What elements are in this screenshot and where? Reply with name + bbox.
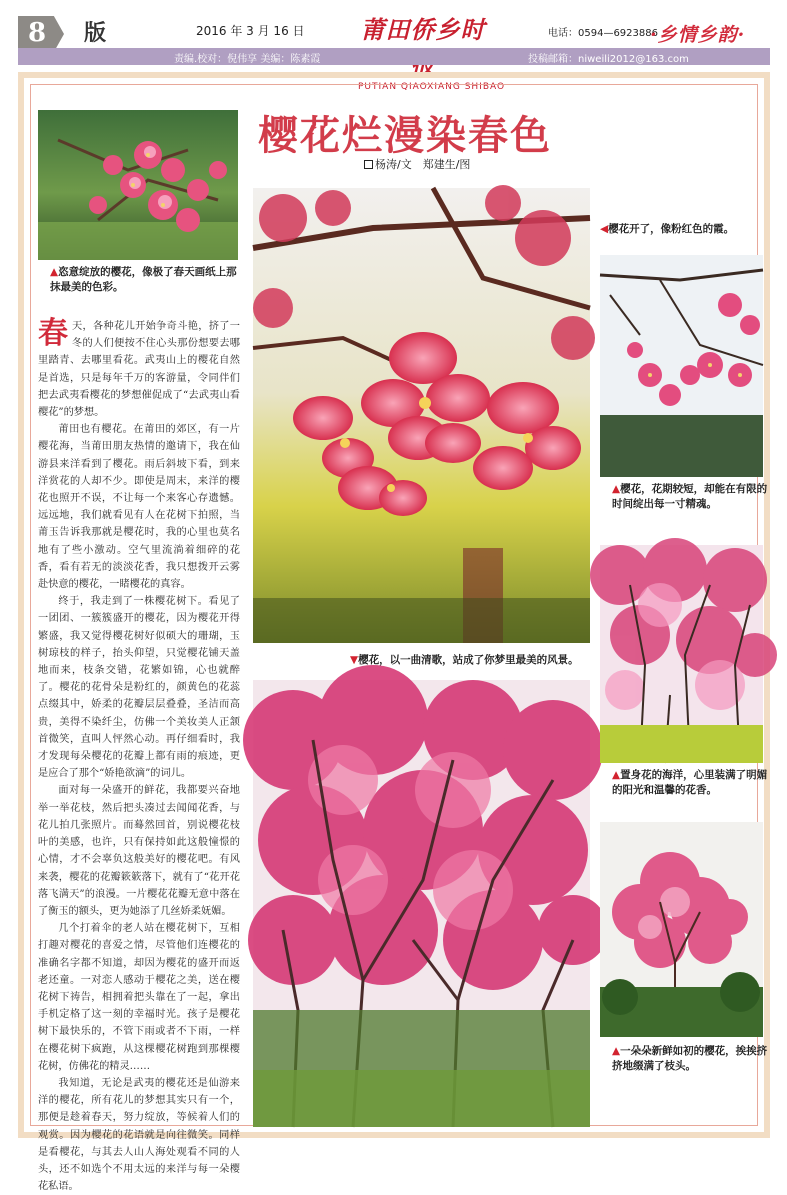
article-paragraph-3: 终于，我走到了一株樱花树下。看见了一团团、一簇簇盛开的樱花，因为樱花开得繁盛，我又觉得樱花树好似硕大的珊瑚，玉树琼枝的样子，抬头仰望，只觉樱花铺天盖地而来，枝条交错，花繁如锦，心也就醉了。樱花的花骨朵是粉红的，颜黄色的花蕊点缀其中，娇柔的花瓣层层叠叠，圣洁而高贵，美得不染纤尘，仿佛一个美妆美人正颔首微笑，直叫人怦然心动。再仔细看时，我才发现每朵樱花的花瓣上都有雨的痕迹，更是应合了那个“娇艳欲滴”的词儿。 [38, 596, 240, 780]
article-body [38, 318, 240, 1195]
article-paragraph-4: 面对每一朵盛开的鲜花，我都要兴奋地举一举花枝，然后把头凑过去闻闻花香，与花儿拍几张照片。而蓦然回首，别说樱花枝叶的美感，也许，只有保持如此这般憧憬的心情，才不会辜负这般美好的樱花吧。有风来袭，樱花的花瓣簌簌落下，就有了“花开花落飞满天”的浪漫。一片樱花花瓣无意中落在了衡玉的额头，更为她添了几丝娇柔妩媚。 [38, 785, 240, 917]
phone-number: 电话：0594—6923886 [548, 28, 658, 39]
blossom-trees-image [253, 680, 590, 1127]
photo-blossom-single-tree-right [600, 822, 763, 1037]
blossom-single-tree-image [600, 822, 763, 1037]
masthead-english: PUTIAN QIAOXIANG SHIBAO [358, 82, 506, 92]
triangle-up-icon: ▲ [612, 1045, 621, 1057]
page-suffix: 版 [84, 20, 107, 46]
triangle-down-icon: ▼ [350, 654, 359, 666]
blossom-grove-image [600, 545, 763, 763]
article-headline: 樱花烂漫染春色 [258, 112, 552, 159]
caption-3-text: 樱花开了，像粉红色的霞。 [608, 223, 735, 235]
blossom-closeup-image [38, 110, 238, 260]
caption-photo-5 [612, 768, 768, 798]
byline-box-icon [364, 160, 373, 169]
caption-1-text: 恣意绽放的樱花，像极了春天画纸上那抹最美的色彩。 [50, 266, 237, 293]
triangle-up-icon: ▲ [612, 483, 621, 495]
photo-blossom-closeup-left [38, 110, 238, 260]
caption-6-text: 一朵朵新鲜如初的樱花，挨挨挤挤地缀满了枝头。 [612, 1045, 768, 1072]
article-byline [364, 156, 470, 172]
article-paragraph-5: 几个打着伞的老人站在樱花树下，互相打趣对樱花的喜爱之情，尽管他们连樱花的准确名字都不知道，却因为樱花的盛开而返老还童。一对恋人感动于樱花之美，送在樱花树下祷告，相拥着把头靠在了一起，拿出手机定格了这一刻的幸福时光。孩子是樱花树下最快乐的，不管下雨或者不下雨，一样在樱花树下疯跑，从这棵樱花树跑到那棵樱花树，仿佛花的精灵…… [38, 923, 240, 1072]
photo-blossom-grove-right [600, 545, 763, 763]
triangle-left-icon: ◀ [600, 223, 609, 235]
photo-blossom-macro-center [253, 188, 590, 643]
triangle-up-icon: ▲ [50, 266, 59, 278]
caption-2-text: 樱花，以一曲清歌，站成了你梦里最美的风景。 [358, 654, 579, 666]
submission-email: 投稿邮箱：niweili2012@163.com [528, 54, 689, 65]
caption-photo-3 [600, 222, 770, 237]
caption-4-text: 樱花，花期较短，却能在有限的时间绽出每一寸精魂。 [612, 483, 768, 510]
caption-photo-4 [612, 482, 768, 512]
article-paragraph-1 [38, 318, 240, 421]
caption-5-text: 置身花的海洋，心里装满了明媚的阳光和温馨的花香。 [612, 769, 768, 796]
photo-blossom-trees-bottom [253, 680, 590, 1127]
article-paragraph-6: 我知道，无论是武夷的樱花还是仙游来洋的樱花，所有花儿的梦想其实只有一个，那便是趁着春天，努力绽放，等候着人们的观赏。因为樱花的花语就是向往微笑。同样是看樱花，与其去人山人海处观看不同的人头，还不如选个不用太远的来洋与每一朵樱花私语。 [38, 1077, 240, 1193]
blossom-branch-image [600, 255, 763, 477]
photo-blossom-branch-right [600, 255, 763, 477]
editors-line: 责编.校对：倪伟享 美编：陈素霞 [174, 54, 321, 65]
triangle-up-icon: ▲ [612, 769, 621, 781]
section-title: ·乡情乡韵· [650, 24, 746, 46]
page-number: 8 [28, 18, 47, 48]
paragraph-1-text: 天，各种花儿开始争奇斗艳，挤了一冬的人们便按不住心头那份想要去哪里踏青、去哪里看花。武夷山上的樱花自然是首选，只是每年千万的客游量，令同伴们把去武夷看樱花的梦想催促成了“去武夷山看樱花”的梦想。 [38, 321, 240, 419]
page-number-tab [18, 12, 78, 52]
caption-photo-6 [612, 1044, 768, 1074]
issue-date: 2016 年 3 月 16 日 [196, 24, 305, 38]
masthead-chinese: 莆田侨乡时 [360, 15, 486, 44]
header-info-bar [18, 48, 770, 65]
page-header [0, 0, 787, 92]
article-paragraph-2: 莆田也有樱花。在莆田的郊区，有一片樱花海，当莆田朋友热情的邀请下，我在仙游县来洋看到了樱花。雨后斜坡下看，到来洋赏花的人却不少。即使是周末，来洋的樱花也照开不误，不让每一个来客心存遗憾。远远地，我们就看见有人在花树下拍照，当莆玉告诉我那就是樱花时，我的心里也莫名地有了些小激动。空气里流淌着细碎的花香，看有若无的淡淡花香，我只想拨开云雾赴快意的樱花，一睹樱花的真容。 [38, 424, 240, 591]
byline-text: 杨涛/文 郑建生/图 [375, 158, 471, 171]
drop-cap: 春 [38, 316, 68, 351]
caption-photo-1 [50, 265, 240, 295]
blossom-macro-image [253, 188, 590, 643]
